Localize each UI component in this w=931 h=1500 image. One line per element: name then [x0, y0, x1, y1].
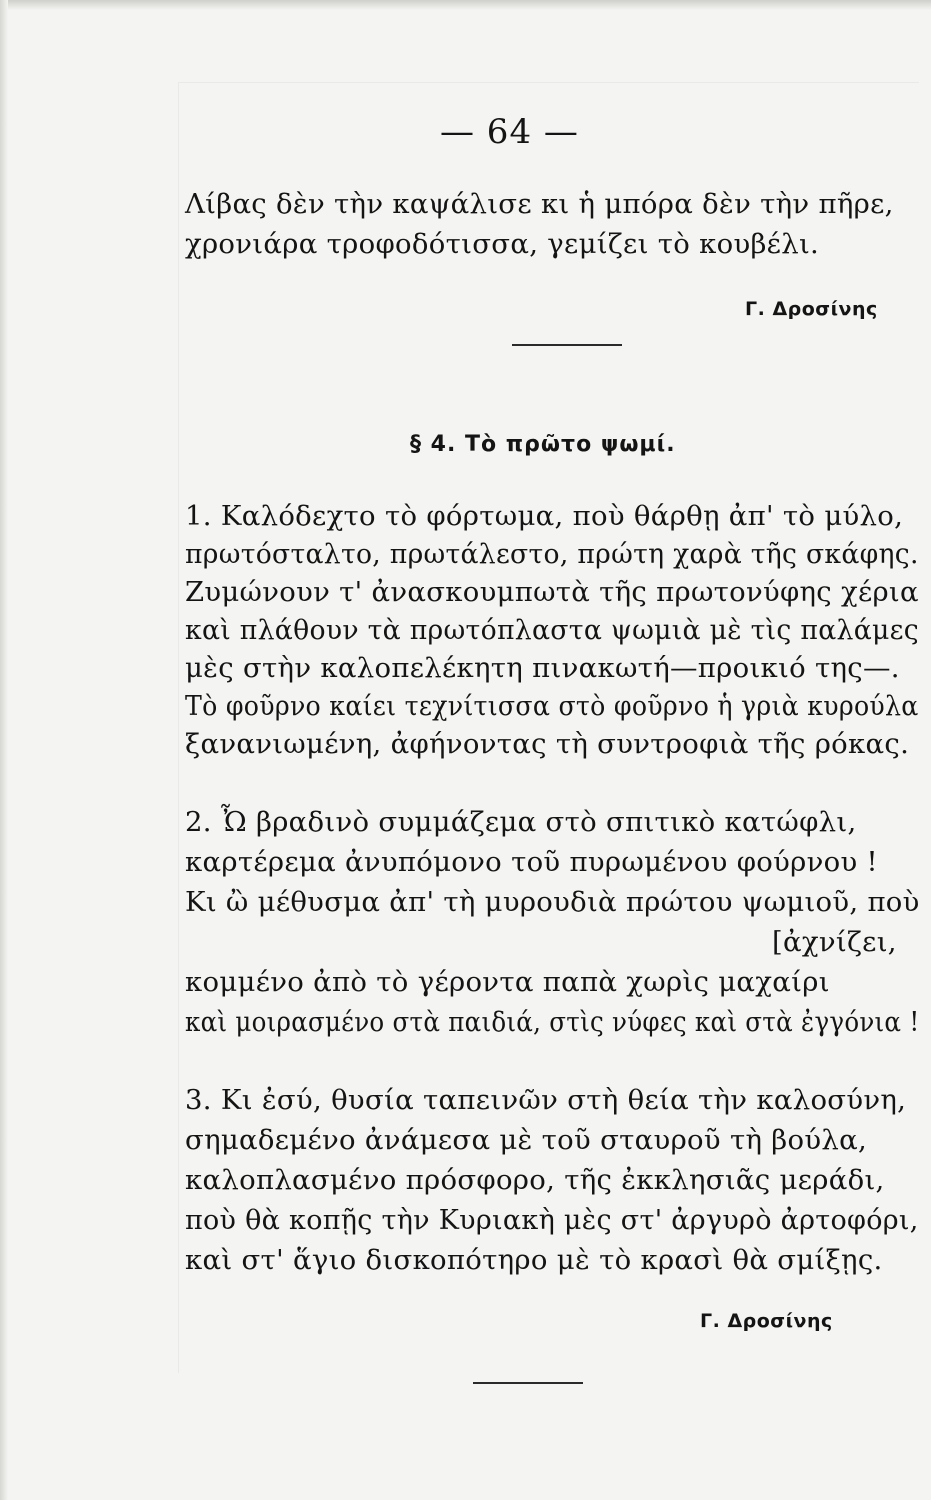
- stanza3-line-5: καὶ στ' ἅγιο δισκοπότηρο μὲ τὸ κρασὶ θὰ σμίξῃς.: [185, 1244, 883, 1276]
- stanza3-line-3: καλοπλασμένο πρόσφορο, τῆς ἐκκλησιᾶς μεράδι,: [185, 1164, 885, 1196]
- poem2-author: Γ. Δροσίνης: [700, 1310, 833, 1332]
- stanza1-line-5: μὲς στὴν καλοπελέκητη πινακωτή—προικιό της—.: [185, 652, 900, 684]
- stanza2-line-3: Κι ὢ μέθυσμα ἀπ' τὴ μυρουδιὰ πρώτου ψωμιοῦ, ποὺ: [185, 886, 920, 918]
- poem1-line-1: Λίβας δὲν τὴν καψάλισε κι ἡ μπόρα δὲν τὴν πῆρε,: [185, 188, 894, 220]
- divider-rule: [512, 344, 622, 346]
- stanza3-line-4: ποὺ θὰ κοπῇς τὴν Κυριακὴ μὲς στ' ἀργυρὸ ἀρτοφόρι,: [185, 1204, 919, 1236]
- page-edge-left: [0, 0, 8, 1500]
- stanza1-line-1: 1. Καλόδεχτο τὸ φόρτωμα, ποὺ θάρθῃ ἀπ' τὸ μύλο,: [185, 500, 904, 532]
- stanza2-line-1: 2. Ὦ βραδινὸ συμμάζεμα στὸ σπιτικὸ κατώφλι,: [185, 806, 857, 838]
- stanza2-line-2: καρτέρεμα ἀνυπόμονο τοῦ πυρωμένου φούρνου !: [185, 846, 878, 878]
- page-number: — 64 —: [440, 112, 579, 152]
- poem1-line-2: χρονιάρα τροφοδότισσα, γεμίζει τὸ κουβέλι.: [185, 228, 820, 260]
- stanza1-line-7: ξανανιωμένη, ἀφήνοντας τὴ συντροφιὰ τῆς ρόκας.: [185, 728, 910, 760]
- stanza1-line-3: Ζυμώνουν τ' ἀνασκουμπωτὰ τῆς πρωτονύφης χέρια: [185, 576, 919, 608]
- stanza2-line-3-continuation: [ἀχνίζει,: [772, 926, 897, 958]
- stanza1-line-6: Τὸ φοῦρνο καίει τεχνίτισσα στὸ φοῦρνο ἡ γριὰ κυρούλα: [185, 690, 919, 722]
- poem1-author: Γ. Δροσίνης: [745, 298, 878, 320]
- stanza2-line-5: καὶ μοιρασμένο στὰ παιδιά, στὶς νύφες καὶ στὰ ἐγγόνια !: [185, 1006, 920, 1038]
- stanza3-line-1: 3. Κι ἐσύ, θυσία ταπεινῶν στὴ θεία τὴν καλοσύνη,: [185, 1084, 907, 1116]
- stanza3-line-2: σημαδεμένο ἀνάμεσα μὲ τοῦ σταυροῦ τὴ βούλα,: [185, 1124, 867, 1156]
- stanza1-line-2: πρωτόσταλτο, πρωτάλεστο, πρώτη χαρὰ τῆς σκάφης.: [185, 538, 919, 570]
- stanza1-line-4: καὶ πλάθουν τὰ πρωτόπλαστα ψωμιὰ μὲ τὶς παλάμες: [185, 614, 920, 646]
- end-rule: [473, 1382, 583, 1384]
- section-heading: § 4. Τὸ πρῶτο ψωμί.: [410, 432, 676, 457]
- page-edge: [0, 0, 931, 10]
- stanza2-line-4: κομμένο ἀπὸ τὸ γέροντα παπὰ χωρὶς μαχαίρι: [185, 966, 830, 998]
